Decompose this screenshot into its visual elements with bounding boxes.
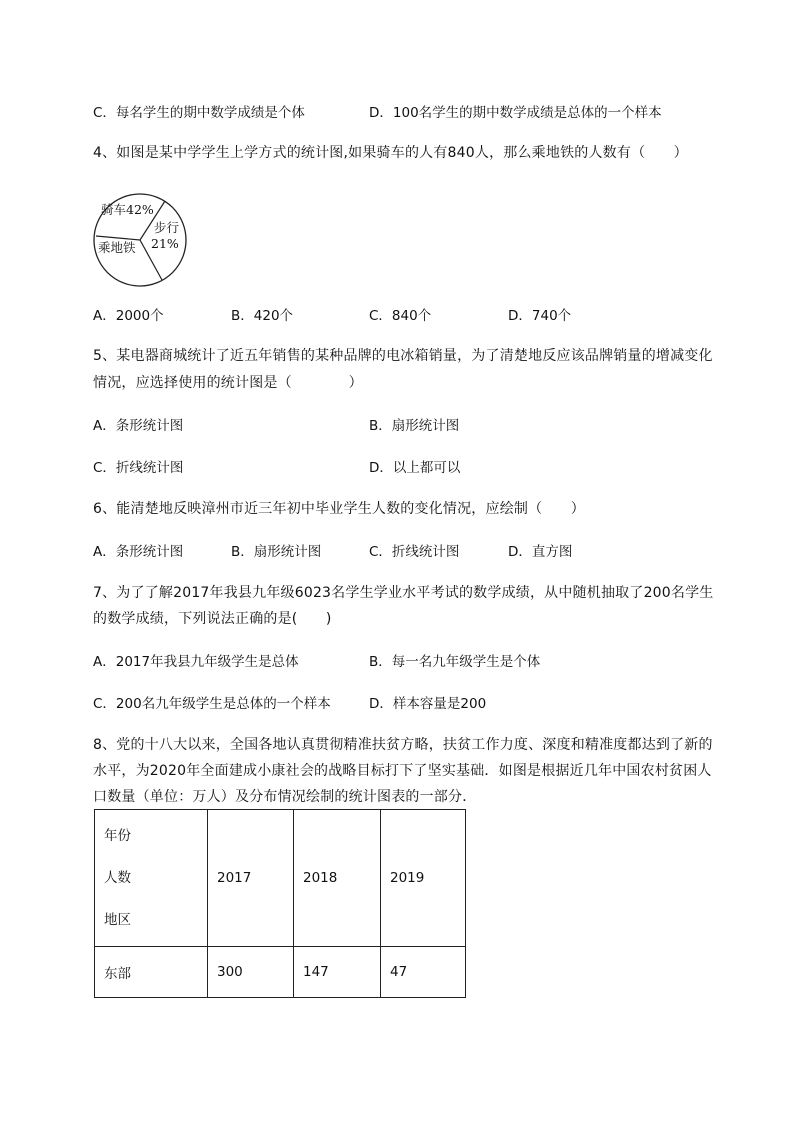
q4-option-d: D．740个 (508, 308, 572, 324)
q4-option-b: B．420个 (231, 308, 294, 324)
q6-option-a: A．条形统计图 (93, 544, 184, 560)
q7-option-d: D．样本容量是200 (369, 696, 487, 712)
q8-stem-line3: 口数量（单位：万人）及分布情况绘制的统计图表的一部分． (93, 789, 477, 805)
q6-option-d: D．直方图 (508, 544, 573, 560)
q5-stem-line1: 5、某电器商城统计了近五年销售的某种品牌的电冰箱销量，为了清楚地反应该品牌销量的增减变化 (93, 348, 713, 364)
q4-option-c: C．840个 (369, 308, 432, 324)
q6-option-c: C．折线统计图 (369, 544, 460, 560)
header-region-label: 地区 (104, 912, 131, 928)
q5-option-c: C．折线统计图 (93, 460, 184, 476)
q5-option-a: A．条形统计图 (93, 418, 184, 434)
q8-stem-line2: 水平，为2020年全面建成小康社会的战略目标打下了坚实基础．如图是根据近几年中国农村贫困人 (93, 763, 712, 779)
table-row (95, 947, 466, 998)
pie-label-walk: 步行 (154, 220, 180, 235)
q5-option-b: B．扇形统计图 (369, 418, 460, 434)
q4-stem: 4、如图是某中学学生上学方式的统计图,如果骑车的人有840人，那么乘地铁的人数有（ ） (93, 145, 688, 161)
east-2018-value: 147 (294, 947, 381, 998)
year-2018-header: 2018 (294, 810, 381, 947)
pie-label-subway: 乘地铁 (98, 240, 136, 255)
region-east-cell: 东部 (95, 947, 208, 998)
pie-label-bike: 骑车42% (101, 202, 154, 217)
table-corner-header (95, 810, 208, 947)
header-people-label: 人数 (104, 870, 131, 886)
poverty-data-table (94, 809, 466, 998)
q7-option-a: A．2017年我县九年级学生是总体 (93, 654, 299, 670)
q3-option-c: C．每名学生的期中数学成绩是个体 (93, 105, 305, 121)
east-2019-value: 47 (381, 947, 466, 998)
q5-stem-line2: 情况，应选择使用的统计图是（ ） (93, 375, 363, 391)
east-2017-value: 300 (208, 947, 294, 998)
q5-option-d: D．以上都可以 (369, 460, 461, 476)
q7-stem-line1: 7、为了了解2017年我县九年级6023名学生学业水平考试的数学成绩，从中随机抽取了200名学生 (93, 585, 714, 601)
q8-stem-line1: 8、党的十八大以来，全国各地认真贯彻精准扶贫方略，扶贫工作力度、深度和精准度都达到了新的 (93, 737, 713, 753)
q7-option-b: B．每一名九年级学生是个体 (369, 654, 541, 670)
header-year-label: 年份 (104, 828, 131, 844)
q3-option-d: D．100名学生的期中数学成绩是总体的一个样本 (369, 105, 662, 121)
q6-option-b: B．扇形统计图 (231, 544, 322, 560)
pie-label-walk-percent: 21% (151, 236, 179, 251)
q7-option-c: C．200名九年级学生是总体的一个样本 (93, 696, 331, 712)
q7-stem-line2: 的数学成绩，下列说法正确的是( ) (93, 611, 332, 627)
commute-pie-chart (92, 192, 188, 288)
year-2017-header: 2017 (208, 810, 294, 947)
q4-option-a: A．2000个 (93, 308, 164, 324)
year-2019-header: 2019 (381, 810, 466, 947)
table-header-row (95, 810, 466, 947)
q6-stem: 6、能清楚地反映漳州市近三年初中毕业学生人数的变化情况，应绘制（ ） (93, 501, 585, 517)
